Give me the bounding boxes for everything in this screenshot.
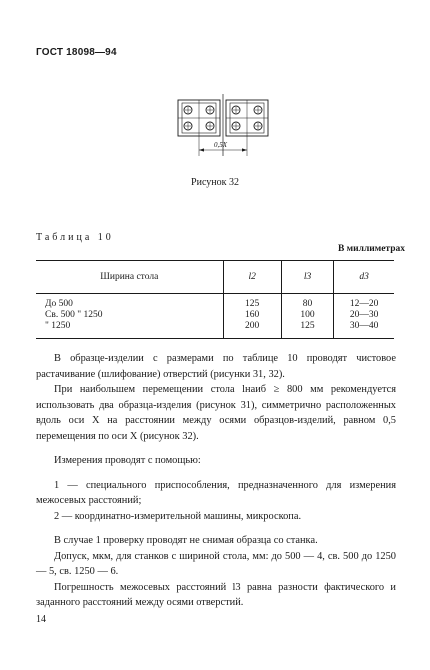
document-header: ГОСТ 18098—94 <box>36 47 117 58</box>
table-units: В миллиметрах <box>337 244 405 254</box>
paragraph: Допуск, мкм, для станков с шириной стола, мм: до 500 — 4, св. 500 до 1250 — 5, св. 1250 — 6. <box>36 550 396 577</box>
column-header: l3 <box>281 261 334 294</box>
data-table <box>36 260 394 339</box>
body-text <box>36 351 396 611</box>
figure-caption: Рисунок 32 <box>191 177 239 188</box>
paragraph: В случае 1 проверку проводят не снимая образца со станка. <box>54 535 318 546</box>
column-header: Ширина стола <box>36 261 223 294</box>
paragraph: В образце-изделии с размерами по таблице 10 проводят чистовое растачивание (шлифование) отверстий (рисунки 31, 32). <box>36 353 396 380</box>
table-title: Таблица 10 <box>36 232 114 243</box>
paragraph: При наибольшем перемещении стола lнаиб ≥ 800 мм рекомендуется использовать два образца-изделия (рисунок 31), симметрично расположенных вдоль оси X на расстоянии между осями образцов-изделий, равном 0,5 перемещения по оси X (рисунок 32). <box>36 384 396 442</box>
page-number: 14 <box>36 614 46 625</box>
table-cell: 80 100 125 <box>281 294 334 339</box>
table-row <box>36 294 394 339</box>
table-cell: 125 160 200 <box>223 294 281 339</box>
table-cell: До 500 Св. 500 " 1250 " 1250 <box>36 294 223 339</box>
figure-32-drawing <box>168 92 278 168</box>
dimension-label: 0,5X <box>214 141 228 149</box>
table-header-row <box>36 261 394 294</box>
paragraph: Измерения проводят с помощью: <box>54 455 201 466</box>
paragraph: Погрешность межосевых расстояний l3 равна разности фактического и заданного расстояний между осями отверстий. <box>36 581 396 608</box>
paragraph: 2 — координатно-измерительной машины, микроскопа. <box>54 510 302 522</box>
paragraph: 1 — специального приспособления, предназначенного для измерения межосевых расстояний; <box>36 479 396 506</box>
column-header: d3 <box>334 261 394 294</box>
column-header: l2 <box>223 261 281 294</box>
table-cell: 12—20 20—30 30—40 <box>334 294 394 339</box>
